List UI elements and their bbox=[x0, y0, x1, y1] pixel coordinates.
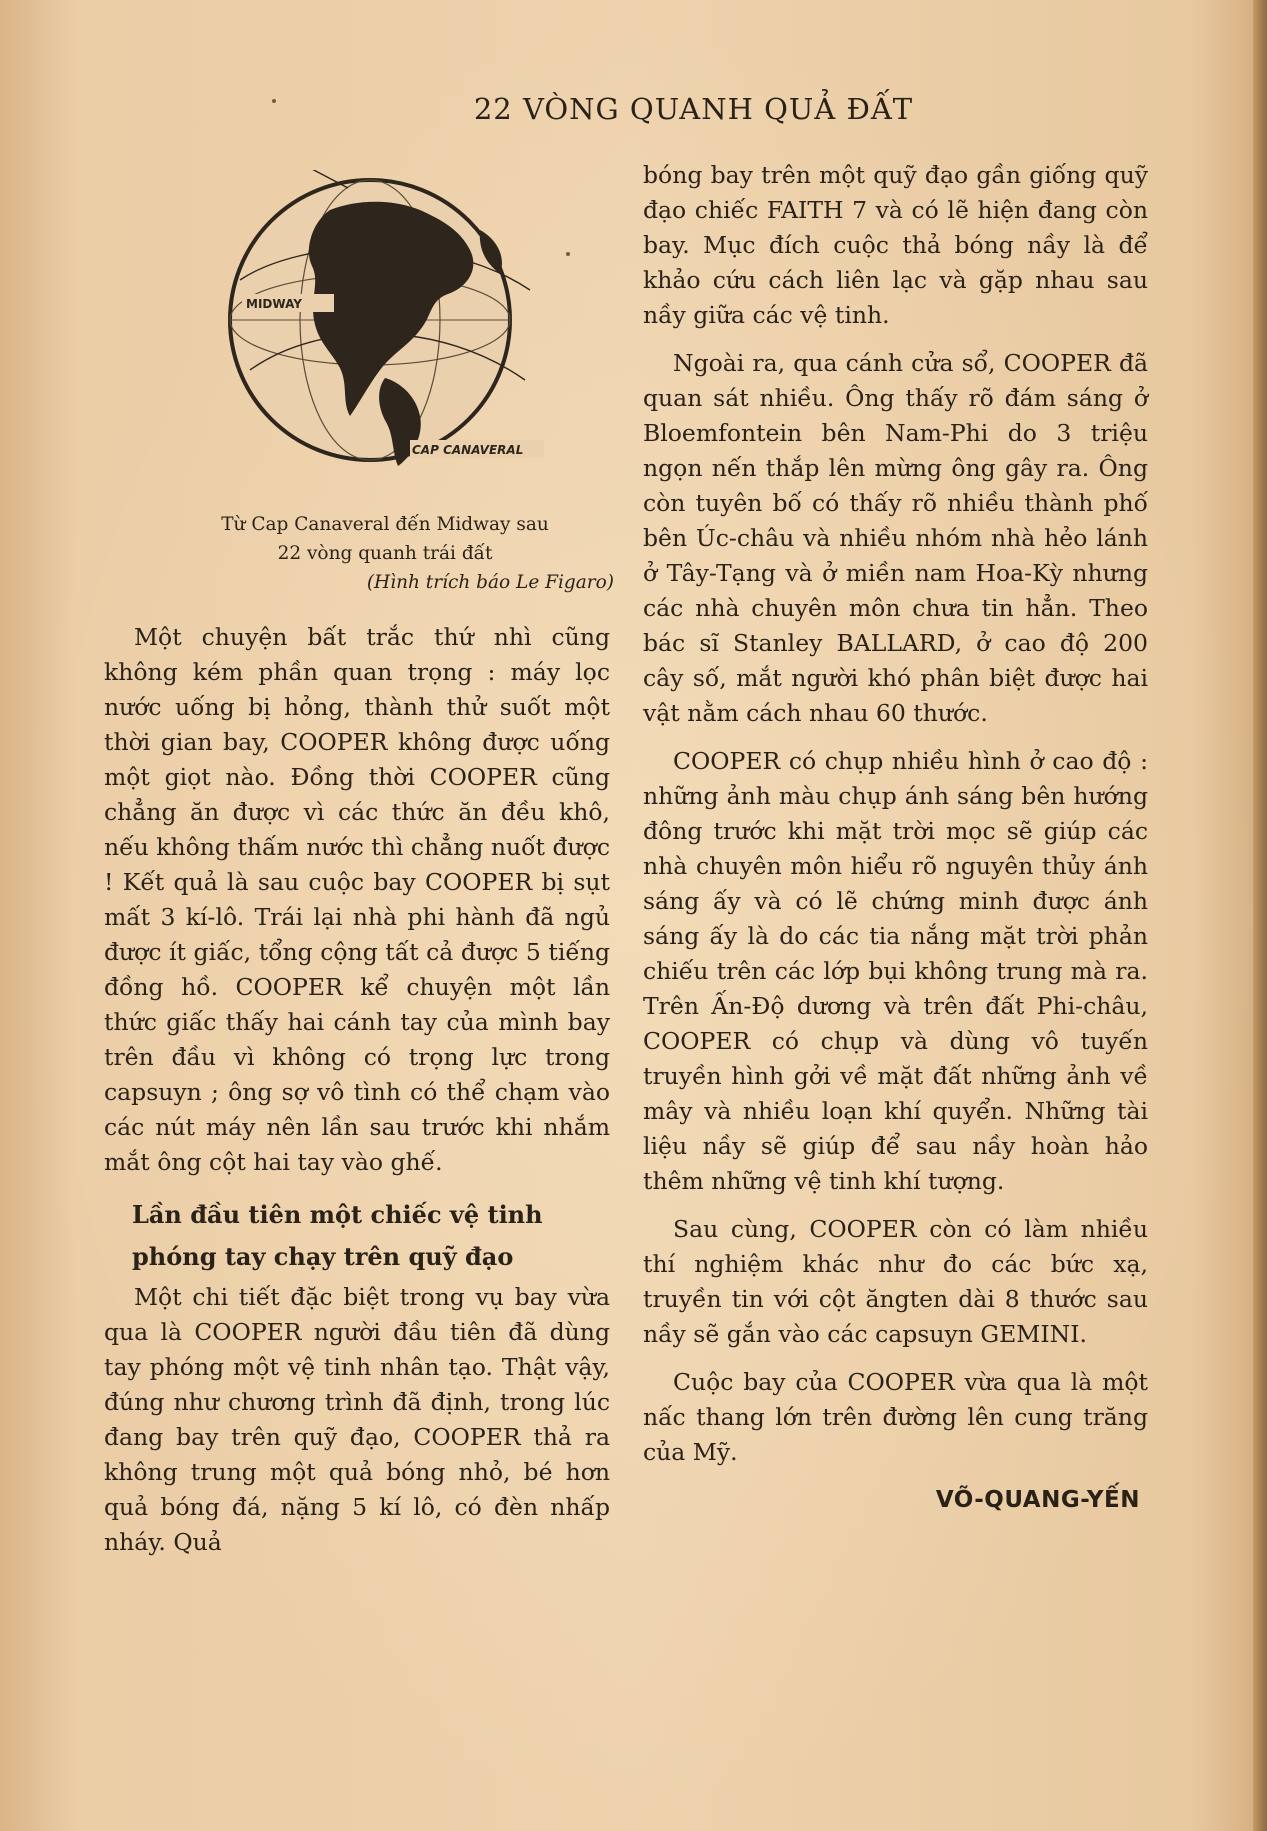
paragraph: Ngoài ra, qua cánh cửa sổ, COOPER đã quan sát nhiều. Ông thấy rõ đám sáng ở Bloemfontein bên Nam-Phi do 3 triệu ngọn nến thắp lên mừng ông gây ra. Ông còn tuyên bố có thấy rõ nhiều thành phố bên Úc-châu và nhiều nhóm nhà hẻo lánh ở Tây-Tạng và ở miền nam Hoa-Kỳ nhưng các nhà chuyên môn chưa tin hẳn. Theo bác sĩ Stanley BALLARD, ở cao độ 200 cây số, mắt người khó phân biệt được hai vật nằm cách nhau 60 thước. bbox=[643, 349, 1148, 727]
section-subheading bbox=[132, 1194, 610, 1278]
page-edge bbox=[1253, 0, 1267, 1831]
paragraph: Một chi tiết đặc biệt trong vụ bay vừa qua là COOPER người đầu tiên đã dùng tay phóng một vệ tinh nhân tạo. Thật vậy, đúng như chương trình đã định, trong lúc đang bay trên quỹ đạo, COOPER thả ra không trung một quả bóng nhỏ, bé hơn quả bóng đá, nặng 5 kí lô, có đèn nhấp nháy. Quả bbox=[104, 1283, 610, 1556]
subheading-line-2: phóng tay chạy trên quỹ đạo bbox=[132, 1242, 514, 1271]
right-column bbox=[643, 158, 1148, 1518]
caption-line-3: (Hình trích báo Le Figaro) bbox=[366, 572, 614, 593]
globe-illustration bbox=[180, 170, 560, 490]
paragraph: Cuộc bay của COOPER vừa qua là một nấc thang lớn trên đường lên cung trăng của Mỹ. bbox=[643, 1368, 1148, 1466]
figure-caption bbox=[150, 510, 620, 597]
paragraph: Sau cùng, COOPER còn có làm nhiều thí nghiệm khác như đo các bức xạ, truyền tin với cột ăngten dài 8 thước sau nầy sẽ gắn vào các capsuyn GEMINI. bbox=[643, 1215, 1148, 1348]
paragraph: Một chuyện bất trắc thứ nhì cũng không kém phần quan trọng : máy lọc nước uống bị hỏng, thành thử suốt một thời gian bay, COOPER không được uống một giọt nào. Đồng thời COOPER cũng chẳng ăn được vì các thức ăn đều khô, nếu không thấm nước thì chẳng nuốt được ! Kết quả là sau cuộc bay COOPER bị sụt mất 3 kí-lô. Trái lại nhà phi hành đã ngủ được ít giấc, tổng cộng tất cả được 5 tiếng đồng hồ. COOPER kể chuyện một lần thức giấc thấy hai cánh tay của mình bay trên đầu vì không có trọng lực trong capsuyn ; ông sợ vô tình có thể chạm vào các nút máy nên lần sau trước khi nhắm mắt ông cột hai tay vào ghế. bbox=[104, 623, 610, 1176]
left-column bbox=[104, 620, 610, 1573]
paragraph: COOPER có chụp nhiều hình ở cao độ : những ảnh màu chụp ánh sáng bên hướng đông trước khi mặt trời mọc sẽ giúp các nhà chuyên môn hiểu rõ nguyên thủy ánh sáng ấy và có lẽ chứng minh được ánh sáng ấy là do các tia nắng mặt trời phản chiếu trên các lớp bụi không trung mà ra. Trên Ấn-Độ dương và trên đất Phi-châu, COOPER có chụp và dùng vô tuyến truyền hình gởi về mặt đất những ảnh về mây và nhiều loạn khí quyển. Những tài liệu nầy sẽ giúp để sau nầy hoàn hảo thêm những vệ tinh khí tượng. bbox=[643, 747, 1148, 1195]
midway-label: MIDWAY bbox=[246, 297, 302, 311]
cap-canaveral-label: CAP CANAVERAL bbox=[412, 443, 524, 457]
caption-line-2: 22 vòng quanh trái đất bbox=[277, 543, 493, 564]
subheading-line-1: Lần đầu tiên một chiếc vệ tinh bbox=[132, 1200, 543, 1229]
print-speck bbox=[566, 252, 570, 256]
caption-line-1: Từ Cap Canaveral đến Midway sau bbox=[221, 514, 549, 535]
page-title: 22 VÒNG QUANH QUẢ ĐẤT bbox=[473, 92, 914, 126]
author-signature: VÕ-QUANG-YẾN bbox=[935, 1487, 1140, 1513]
paragraph: bóng bay trên một quỹ đạo gần giống quỹ đạo chiếc FAITH 7 và có lẽ hiện đang còn bay. Mục đích cuộc thả bóng nầy là để khảo cứu cách liên lạc và gặp nhau sau nầy giữa các vệ tinh. bbox=[643, 161, 1148, 329]
